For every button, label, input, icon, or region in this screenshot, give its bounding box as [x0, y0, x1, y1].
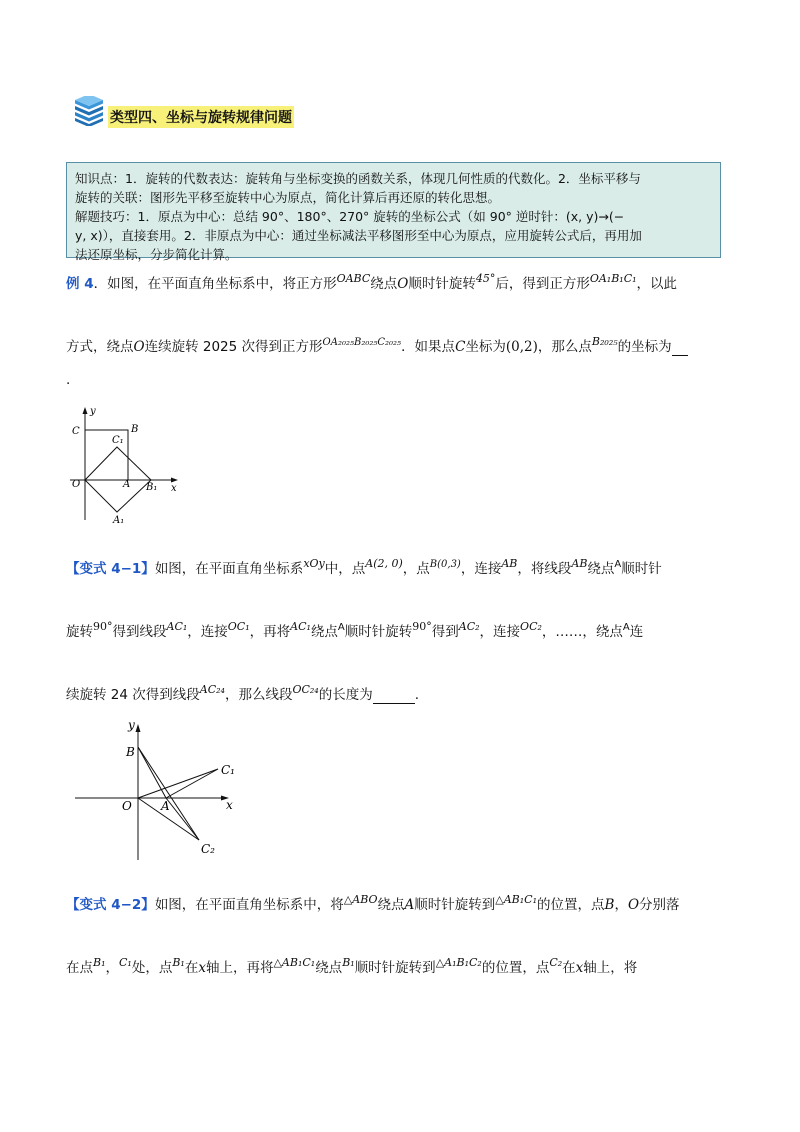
example4-label: 例 4 — [66, 276, 94, 292]
point-a: A — [622, 622, 630, 633]
label-c1: C₁ — [112, 435, 124, 446]
example4-line3: . — [66, 372, 71, 388]
label-o: O — [72, 479, 81, 490]
axis-x: x — [575, 960, 584, 976]
variant41-line3 — [66, 683, 419, 704]
variant42-label: 【变式 4−2】 — [66, 897, 155, 913]
variant42-line2 — [66, 956, 637, 976]
figure-square-rotation — [60, 400, 190, 530]
label-a: A — [123, 479, 131, 490]
square-oa1b1c1: OA₁B₁C₁ — [589, 272, 637, 285]
variant41-text: 如图，在平面直角坐标系 — [154, 561, 304, 577]
label-x: x — [171, 483, 177, 494]
point-b1: B₁ — [342, 956, 355, 969]
example4-text: ，以此 — [636, 276, 678, 292]
segment-ab: AB — [571, 557, 588, 570]
variant42-text: 绕点 — [315, 960, 343, 976]
variant42-line1 — [66, 893, 680, 913]
point-a: A — [404, 897, 415, 913]
section-title: 类型四、坐标与旋转规律问题 — [108, 106, 294, 128]
variant42-text: 分别落 — [639, 897, 680, 913]
segment-oc2: OC₂ — [520, 620, 542, 633]
variant42-text: 的位置，点 — [481, 960, 550, 976]
variant42-text: 在点 — [66, 960, 93, 976]
angle-90: 90° — [93, 620, 113, 633]
y-axis-arrow — [136, 724, 141, 732]
coord-system: xOy — [303, 557, 325, 570]
variant42-text: 轴上，再将 — [205, 960, 274, 976]
segment-ac1: AC₁ — [290, 620, 311, 633]
label-c1: C₁ — [221, 763, 235, 777]
example4-text: ．如果点 — [401, 339, 456, 355]
point-a: A — [614, 559, 622, 570]
example4-text: 后，得到正方形 — [495, 276, 590, 292]
answer-blank[interactable] — [373, 687, 415, 704]
point-b: B(0,3) — [429, 559, 461, 570]
point-a: A — [337, 622, 345, 633]
example4-line1 — [66, 272, 677, 292]
variant41-text: 绕点 — [587, 561, 615, 577]
variant41-text: ，连接 — [187, 624, 228, 640]
variant41-text: 连 — [629, 624, 644, 640]
label-x: x — [226, 798, 233, 812]
variant41-text: 旋转 — [66, 624, 93, 640]
example4-text: 绕点 — [370, 276, 398, 292]
triangle-ab1c1: △AB₁C₁ — [495, 893, 538, 906]
segment-oc24: OC₂₄ — [292, 683, 319, 696]
example4-line2 — [66, 335, 688, 356]
example4-text: 方式，绕点 — [66, 339, 134, 355]
variant41-text: . — [414, 687, 420, 703]
point-b1: B₁ — [93, 956, 106, 969]
point-b2025: B₂₀₂₅ — [591, 335, 618, 348]
point-c1: C₁ — [119, 956, 132, 969]
point-b: B — [604, 897, 615, 913]
point-b1: B₁ — [172, 956, 185, 969]
variant41-text: ，点 — [402, 561, 430, 577]
variant41-label: 【变式 4−1】 — [66, 561, 155, 577]
variant41-text: ，……，绕点 — [541, 624, 623, 640]
figure-segment-rotation — [70, 712, 240, 862]
point-o: O — [397, 276, 409, 292]
variant41-line1 — [66, 557, 662, 577]
variant41-text: ，连接 — [479, 624, 521, 640]
variant42-text: ， — [614, 897, 628, 913]
variant42-text: 如图，在平面直角坐标系中，将 — [154, 897, 344, 913]
point-o: O — [627, 897, 640, 913]
example4-text: ．如图，在平面直角坐标系中，将正方形 — [93, 276, 337, 292]
angle-45: 45° — [475, 272, 496, 285]
point-c: C — [455, 339, 466, 355]
variant41-text: ，再将 — [249, 624, 291, 640]
label-y: y — [128, 718, 135, 732]
variant41-text: ，将线段 — [517, 561, 572, 577]
axis-x: x — [198, 960, 206, 976]
variant42-text: 绕点 — [377, 897, 405, 913]
label-c2: C₂ — [201, 842, 215, 856]
segment-ac24: AC₂₄ — [199, 683, 225, 696]
label-o: O — [122, 799, 132, 813]
label-b: B — [126, 745, 135, 759]
variant41-text: 得到 — [431, 624, 459, 640]
point-o: O — [133, 339, 145, 355]
segment-ac2 — [166, 798, 199, 840]
variant42-text: 处，点 — [131, 960, 173, 976]
segment-bc2 — [138, 747, 199, 840]
variant41-text: 顺时针旋转 — [344, 624, 413, 640]
knowledge-line-2: 旋转的关联：图形先平移至旋转中心为原点，简化计算后再还原的转化思想。 — [75, 190, 501, 205]
label-c: C — [72, 426, 80, 437]
variant42-text: 的位置，点 — [537, 897, 605, 913]
example4-text: 坐标为 — [465, 339, 506, 355]
knowledge-line-4: y, x)），直接套用。2．非原点为中心：通过坐标减法平移图形至中心为原点，应用旋转公式后，再用加 — [75, 228, 642, 243]
segment-oc1 — [138, 769, 218, 798]
variant42-text: 顺时针旋转到 — [414, 897, 496, 913]
example4-text: 的坐标为 — [617, 339, 672, 355]
variant41-text: 续旋转 24 次得到线段 — [66, 687, 200, 703]
y-axis-arrow — [83, 407, 88, 414]
answer-blank[interactable] — [672, 339, 688, 356]
knowledge-box — [66, 162, 721, 262]
triangle-a1b1c2: △A₁B₁C₂ — [435, 956, 482, 969]
label-y: y — [90, 406, 96, 417]
segment-ab: AB — [501, 557, 518, 570]
segment-ab — [138, 747, 166, 798]
label-b1: B₁ — [146, 482, 158, 493]
x-axis-arrow — [171, 478, 178, 483]
variant41-line2 — [66, 620, 643, 640]
example4-text: ，那么点 — [537, 339, 592, 355]
example4-text: 连续旋转 2025 次得到正方形 — [144, 339, 323, 355]
coord-c: (0,2) — [505, 339, 538, 355]
knowledge-line-5: 法还原坐标，分步简化计算。 — [75, 247, 238, 262]
variant41-text: 绕点 — [310, 624, 338, 640]
square-2025: OA₂₀₂₅B₂₀₂₅C₂₀₂₅ — [322, 337, 402, 348]
variant41-text: ，连接 — [460, 561, 502, 577]
example4-text: 顺时针旋转 — [408, 276, 476, 292]
segment-ac1 — [166, 769, 218, 798]
variant41-text: 顺时针 — [621, 561, 662, 577]
triangle-abo: △ABO — [343, 893, 378, 906]
variant42-text: 轴上，将 — [583, 960, 638, 976]
books-stack-icon — [72, 96, 106, 130]
knowledge-line-1: 知识点：1．旋转的代数表达：旋转角与坐标变换的函数关系，体现几何性质的代数化。2．坐标平移与 — [75, 171, 641, 186]
angle-90: 90° — [412, 620, 432, 633]
variant42-text: 在 — [184, 960, 199, 976]
segment-oc1: OC₁ — [227, 620, 250, 633]
knowledge-line-3: 解题技巧：1．原点为中心：总结 90°、180°、270° 旋转的坐标公式（如 90° 逆时针：(x, y)→(− — [75, 209, 625, 224]
point-c2: C₂ — [549, 956, 563, 969]
variant41-text: 得到线段 — [112, 624, 167, 640]
square-oabc: OABC — [336, 272, 371, 285]
variant41-text: ，那么线段 — [224, 687, 293, 703]
variant42-text: 顺时针旋转到 — [354, 960, 436, 976]
segment-ac2: AC₂ — [458, 620, 480, 633]
variant42-text: ， — [105, 960, 119, 976]
segment-ac1: AC₁ — [166, 620, 188, 633]
variant41-text: 中，点 — [324, 561, 366, 577]
variant42-text: 在 — [562, 960, 576, 976]
label-a1: A₁ — [113, 515, 125, 526]
variant41-text: 的长度为 — [318, 687, 373, 703]
label-b: B — [131, 424, 139, 435]
triangle-ab1c1: △AB₁C₁ — [273, 956, 316, 969]
label-a: A — [161, 799, 170, 813]
point-a: A(2, 0) — [365, 557, 403, 570]
